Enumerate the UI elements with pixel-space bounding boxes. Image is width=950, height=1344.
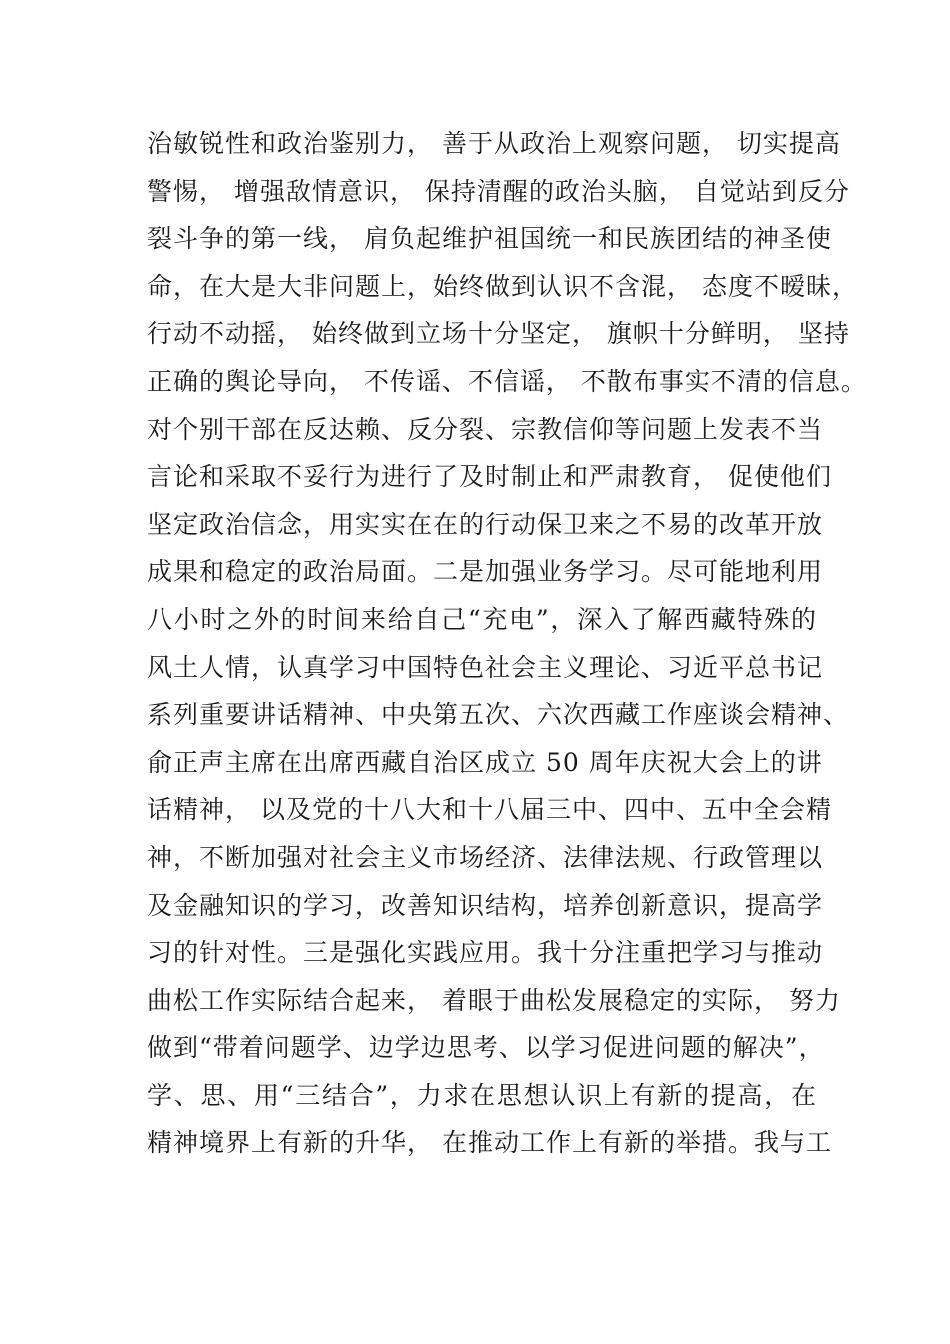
text-line: 治敏锐性和政治鉴别力， 善于从政治上观察问题， 切实提高 (147, 129, 841, 158)
text-line: 坚定政治信念，用实实在在的行动保卫来之不易的改革开放 (147, 509, 824, 539)
body-paragraph (147, 120, 867, 1167)
text-line: 警惕， 增强敌情意识， 保持清醒的政治头脑， 自觉站到反分 (147, 176, 850, 206)
text-line: 言论和采取不妥行为进行了及时制止和严肃教育， 促使他们 (147, 462, 832, 492)
text-line: 及金融知识的学习，改善知识结构，培养创新意识，提高学 (147, 890, 824, 920)
text-line: 神，不断加强对社会主义市场经济、法律法规、行政管理以 (147, 842, 824, 872)
text-line: 风土人情，认真学习中国特色社会主义理论、习近平总书记 (147, 652, 824, 682)
text-line: 话精神， 以及党的十八大和十八届三中、四中、五中全会精 (147, 795, 832, 825)
text-line: 精神境界上有新的升华， 在推动工作上有新的举措。我与工 (147, 1128, 832, 1158)
text-line: 成果和稳定的政治局面。二是加强业务学习。尽可能地利用 (147, 557, 824, 587)
text-line: 对个别干部在反达赖、反分裂、宗教信仰等问题上发表不当 (147, 414, 824, 444)
text-line: 八小时之外的时间来给自己“充电”，深入了解西藏特殊的 (147, 604, 817, 634)
text-line: 习的针对性。三是强化实践应用。我十分注重把学习与推动 (147, 938, 824, 968)
text-line: 命，在大是大非问题上，始终做到认识不含混， 态度不暧昧， (147, 271, 858, 301)
text-line: 曲松工作实际结合起来， 着眼于曲松发展稳定的实际， 努力 (147, 985, 841, 1015)
text-line: 学、思、用“三结合”，力求在思想认识上有新的提高，在 (147, 1080, 817, 1110)
text-line: 正确的舆论导向， 不传谣、不信谣， 不散布事实不清的信息。 (147, 366, 867, 396)
text-line: 系列重要讲话精神、中央第五次、六次西藏工作座谈会精神、 (147, 700, 850, 730)
text-line: 裂斗争的第一线， 肩负起维护祖国统一和民族团结的神圣使 (147, 224, 832, 254)
text-line: 做到“带着问题学、边学边思考、以学习促进问题的解决”， (147, 1033, 825, 1063)
text-line: 俞正声主席在出席西藏自治区成立 50 周年庆祝大会上的讲 (147, 747, 823, 777)
text-line: 行动不动摇， 始终做到立场十分坚定， 旗帜十分鲜明， 坚持 (147, 319, 850, 349)
